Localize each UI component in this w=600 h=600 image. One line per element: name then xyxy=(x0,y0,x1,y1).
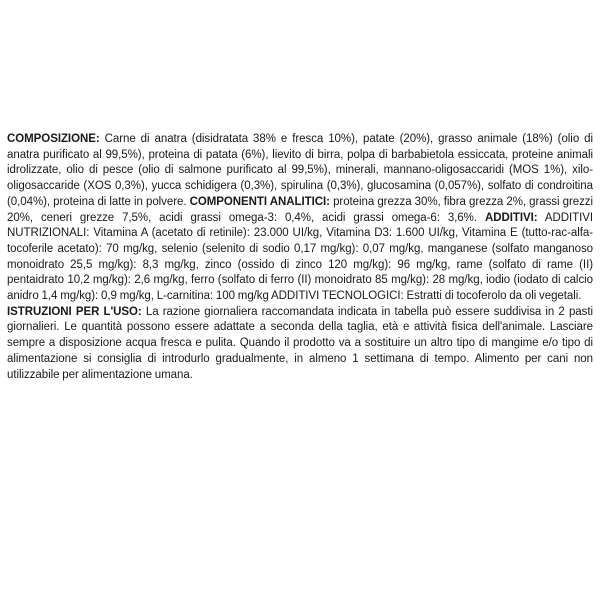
product-label-text xyxy=(7,132,593,383)
analytical-heading: COMPONENTI ANALITICI: xyxy=(189,195,330,208)
instructions-paragraph xyxy=(7,305,593,384)
additives-heading: ADDITIVI: xyxy=(484,211,538,224)
instructions-heading: ISTRUZIONI PER L'USO: xyxy=(7,305,142,318)
instructions-text: La razione giornaliera raccomandata indicata in tabella può essere suddivisa in 2 pasti giornalieri. Le quantità possono essere adattate a seconda della taglia, età e attività fisica dell'animale. Lasciare sempre a disposizione acqua fresca e pulita. Quando il prodotto va a sostituire un altro tipo di mangime e/o tipo di alimentazione si consiglia di introdurlo gradualmente, in almeno 1 settimana di tempo. Alimento per cani non utilizzabile per alimentazione umana. xyxy=(7,305,593,381)
analytical-text: proteina grezza 30%, fibra grezza 2%, grassi grezzi 20%, ceneri grezze 7,5%, acidi grassi omega-3: 0,4%, acidi grassi omega-6: 3,6%. xyxy=(7,195,593,224)
composition-text: Carne di anatra (disidratata 38% e fresca 10%), patate (20%), grasso animale (18%) (olio di anatra purificato al 99,5%), proteina di patata (6%), lievito di birra, polpa di barbabietola essiccata, proteine animali idrolizzate, olio di pesce (olio di salmone purificato al 99,5%), minerali, mannano-oligosaccaridi (MOS 1%), xilo-oligosaccaride (XOS 0,3%), yucca schidigera (0,3%), spirulina (0,3%), glucosamina (0,057%), solfato di condroitina (0,04%), proteina di latte in polvere. xyxy=(7,133,593,208)
additives-text: ADDITIVI NUTRIZIONALI: Vitamina A (acetato di retinile): 23.000 UI/kg, Vitamina D3: 1.600 UI/kg, Vitamina E (tutto-rac-alfa-tocoferile acetato): 70 mg/kg, selenio (selenito di sodio 0,17 mg/kg): 0,07 mg/kg, manganese (solfato manganoso monoidrato 25,5 mg/kg): 8,3 mg/kg, zinco (ossido di zinco 120 mg/kg): 96 mg/kg, rame (solfato di rame (II) pentaidrato 10,2 mg/kg): 2,6 mg/kg, ferro (solfato di ferro (II) monoidrato 85 mg/kg): 28 mg/kg, iodio (iodato di calcio anidro 1,4 mg/kg): 0,9 mg/kg, L-carnitina: 100 mg/kg ADDITIVI TECNOLOGICI: Estratti di tocoferolo da oli vegetali. xyxy=(7,211,593,303)
composition-heading: COMPOSIZIONE: xyxy=(7,133,100,145)
composition-paragraph xyxy=(7,132,593,305)
